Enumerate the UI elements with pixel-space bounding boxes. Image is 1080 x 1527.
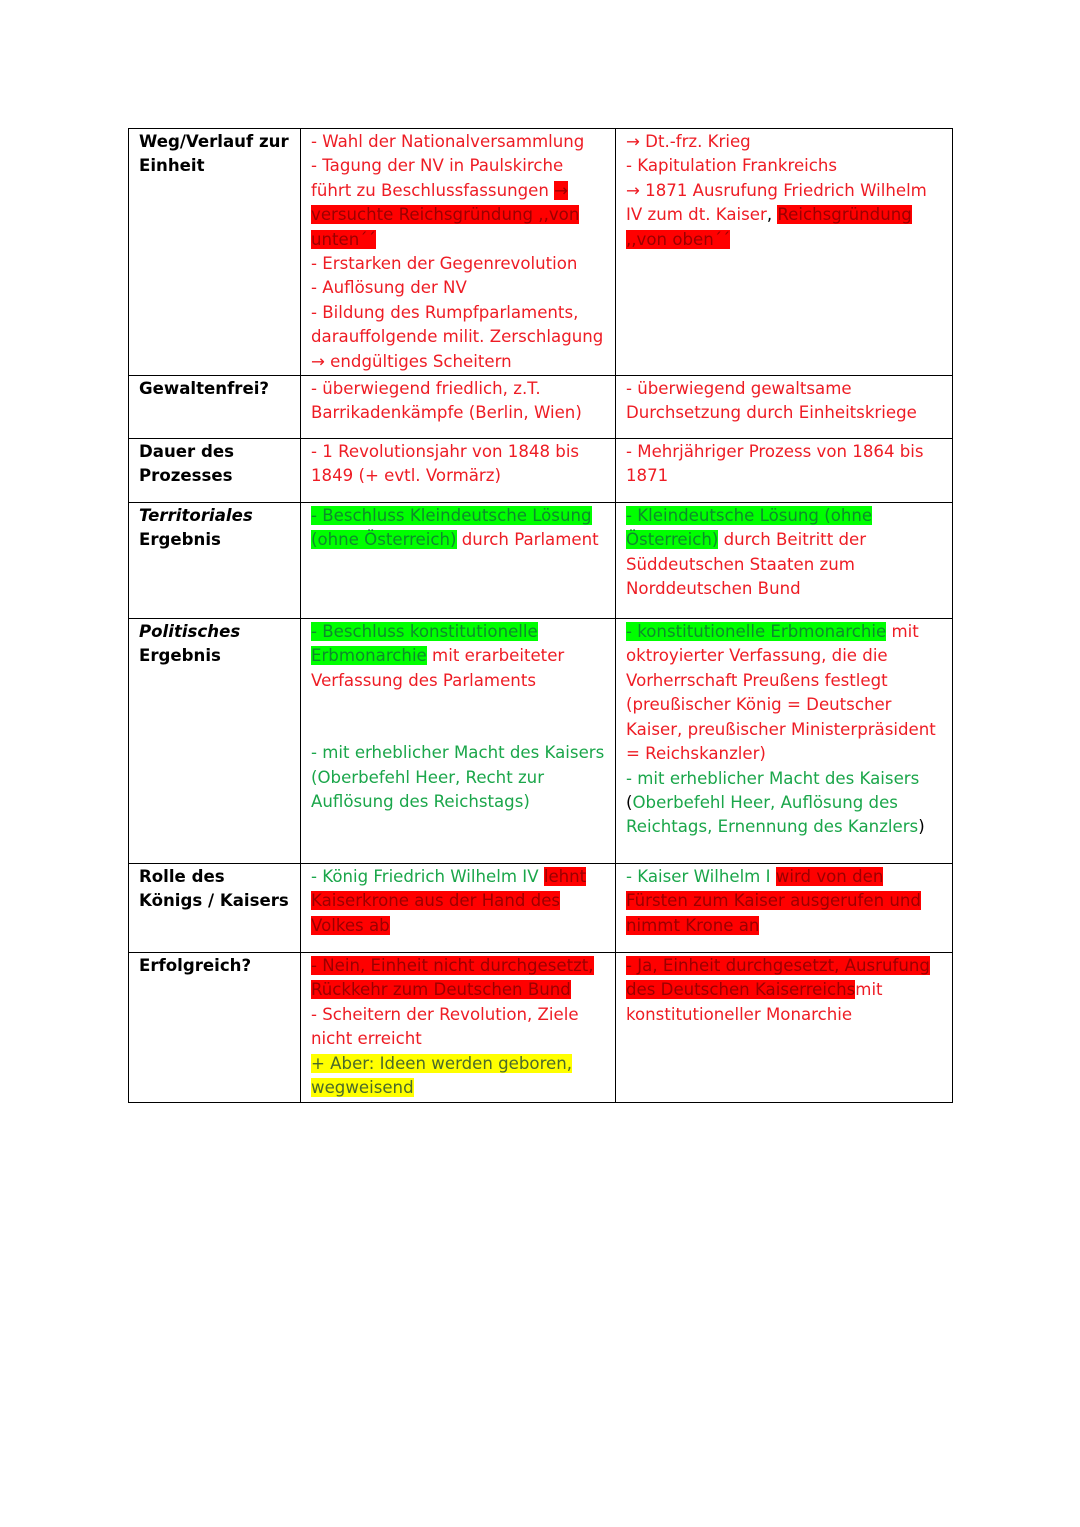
cell-1848: - Nein, Einheit nicht durchgesetzt, Rückkehr zum Deutschen Bund - Scheitern der Revolution, Ziele nicht erreicht + Aber: Ideen werden geboren, wegweisend — [301, 953, 616, 1102]
row-label: Politisches Ergebnis — [129, 619, 301, 864]
comparison-table — [128, 128, 953, 1103]
cell-1848: - Beschluss Kleindeutsche Lösung (ohne Österreich) durch Parlament — [301, 503, 616, 619]
row-label: Gewaltenfrei? — [129, 376, 301, 439]
cell-1871: - überwiegend gewaltsame Durchsetzung durch Einheitskriege — [616, 376, 953, 439]
row-label: Rolle des Königs / Kaisers — [129, 864, 301, 953]
table-row-rolle — [129, 864, 953, 953]
table-row-dauer — [129, 439, 953, 503]
row-label: Weg/Verlauf zur Einheit — [129, 129, 301, 376]
cell-1871: - Kleindeutsche Lösung (ohne Österreich) durch Beitritt der Süddeutschen Staaten zum Norddeutschen Bund — [616, 503, 953, 619]
cell-1871: - Mehrjähriger Prozess von 1864 bis 1871 — [616, 439, 953, 503]
table-row-weg — [129, 129, 953, 376]
cell-1871: - Kaiser Wilhelm I wird von den Fürsten zum Kaiser ausgerufen und nimmt Krone an — [616, 864, 953, 953]
row-label: Dauer des Prozesses — [129, 439, 301, 503]
table-row-erfolg — [129, 953, 953, 1102]
table-row-territorial — [129, 503, 953, 619]
cell-1848: - Wahl der Nationalversammlung - Tagung der NV in Paulskirche führt zu Beschlussfassungen → versuchte Reichsgründung ,,von unten´´ - Erstarken der Gegenrevolution - Auflösung der NV - Bildung des Rumpfparlaments, darauffolgende milit. Zerschlagung → endgültiges Scheitern — [301, 129, 616, 376]
cell-1848: - Beschluss konstitutionelle Erbmonarchie mit erarbeiteter Verfassung des Parlaments - mit erheblicher Macht des Kaisers (Oberbefehl Heer, Recht zur Auflösung des Reichstags) — [301, 619, 616, 864]
row-label: Erfolgreich? — [129, 953, 301, 1102]
table-row-politisch — [129, 619, 953, 864]
table-row-gewalt — [129, 376, 953, 439]
cell-1871: - konstitutionelle Erbmonarchie mit oktroyierter Verfassung, die die Vorherrschaft Preußens festlegt (preußischer König = Deutscher Kaiser, preußischer Ministerpräsident = Reichskanzler) - mit erheblicher Macht des Kaisers (Oberbefehl Heer, Auflösung des Reichtags, Ernennung des Kanzlers) — [616, 619, 953, 864]
row-label: Territoriales Ergebnis — [129, 503, 301, 619]
cell-1848: - überwiegend friedlich, z.T. Barrikadenkämpfe (Berlin, Wien) — [301, 376, 616, 439]
cell-1848: - 1 Revolutionsjahr von 1848 bis 1849 (+ evtl. Vormärz) — [301, 439, 616, 503]
cell-1848: - König Friedrich Wilhelm IV lehnt Kaiserkrone aus der Hand des Volkes ab — [301, 864, 616, 953]
cell-1871: → Dt.-frz. Krieg - Kapitulation Frankreichs → 1871 Ausrufung Friedrich Wilhelm IV zum dt. Kaiser, Reichsgründung ,,von oben´´ — [616, 129, 953, 376]
cell-1871: - Ja, Einheit durchgesetzt, Ausrufung des Deutschen Kaiserreichsmit konstitutioneller Monarchie — [616, 953, 953, 1102]
